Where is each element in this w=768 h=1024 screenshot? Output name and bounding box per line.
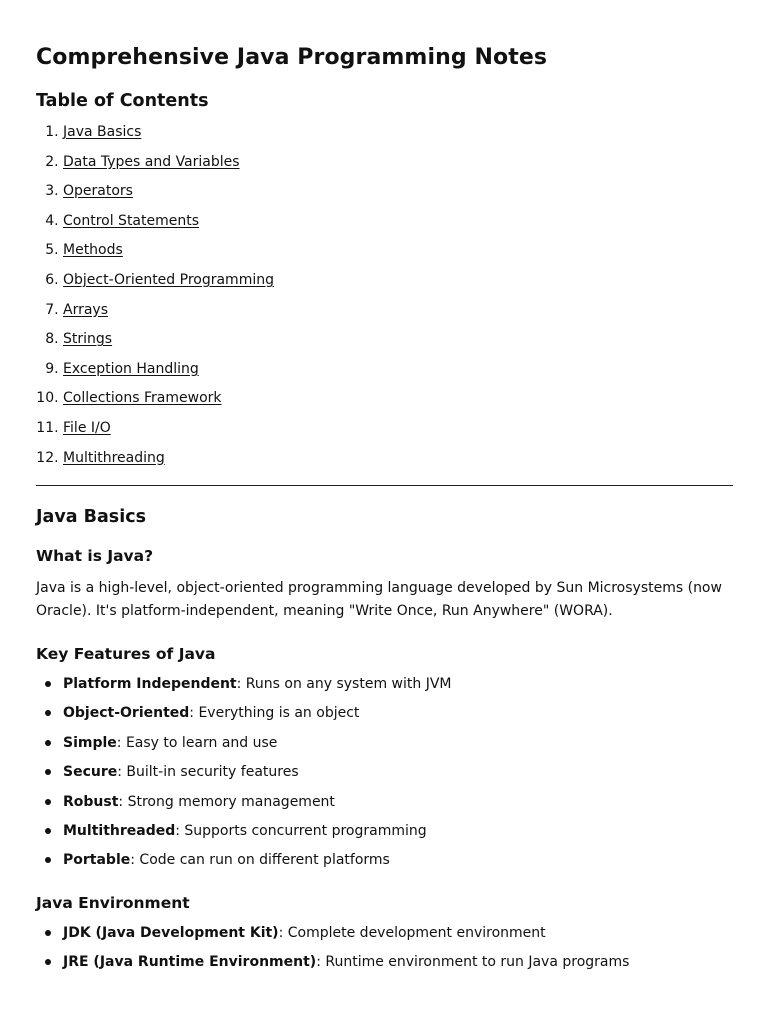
list-item bbox=[63, 763, 732, 792]
toc-link-data-types[interactable]: Data Types and Variables bbox=[63, 153, 240, 170]
section-divider bbox=[36, 485, 733, 486]
env-desc: : Runtime environment to run Java programs bbox=[316, 954, 630, 971]
env-term: JDK (Java Development Kit) bbox=[63, 924, 279, 941]
toc-link-strings[interactable]: Strings bbox=[63, 331, 113, 348]
feature-desc: : Strong memory management bbox=[118, 793, 335, 810]
bullet-icon bbox=[45, 740, 51, 746]
feature-desc: : Supports concurrent programming bbox=[175, 822, 427, 839]
list-item bbox=[63, 851, 732, 880]
section-java-basics bbox=[36, 505, 732, 983]
subsection-heading-java-environment: Java Environment bbox=[36, 893, 190, 912]
toc-link-java-basics[interactable]: Java Basics bbox=[63, 124, 142, 140]
subsection-heading-key-features: Key Features of Java bbox=[36, 645, 216, 663]
toc-link-oop[interactable]: Object-Oriented Programming bbox=[63, 271, 274, 288]
toc-item bbox=[63, 389, 732, 419]
list-item bbox=[63, 953, 732, 982]
what-is-java-text: Java is a high-level, object-oriented programming language developed by Sun Microsystems (now Oracle). It's platform-independent, meaning "Write Once, Run Anywhere" (WORA). bbox=[36, 580, 722, 619]
subsection-heading-what-is-java: What is Java? bbox=[36, 547, 154, 565]
list-item bbox=[63, 822, 732, 851]
list-item bbox=[63, 924, 732, 953]
toc-item bbox=[63, 182, 732, 212]
bullet-icon bbox=[45, 857, 51, 863]
feature-term: Object-Oriented bbox=[63, 705, 190, 722]
list-item bbox=[63, 675, 732, 704]
bullet-icon bbox=[45, 710, 51, 716]
feature-term: Multithreaded bbox=[63, 822, 176, 839]
document-page bbox=[0, 0, 768, 478]
toc-item bbox=[63, 241, 732, 271]
feature-desc: : Runs on any system with JVM bbox=[236, 676, 452, 692]
feature-desc: : Easy to learn and use bbox=[116, 734, 278, 751]
toc-item bbox=[63, 301, 732, 331]
feature-term: Robust bbox=[63, 793, 119, 810]
list-item bbox=[63, 704, 732, 733]
toc-item bbox=[63, 360, 732, 390]
feature-term: Portable bbox=[63, 852, 131, 869]
list-item bbox=[63, 793, 732, 822]
bullet-icon bbox=[45, 769, 51, 775]
toc-item bbox=[63, 271, 732, 301]
bullet-icon bbox=[45, 828, 51, 834]
toc-item bbox=[63, 123, 732, 153]
toc-link-operators[interactable]: Operators bbox=[63, 183, 133, 200]
toc-item bbox=[63, 330, 732, 360]
key-features-list bbox=[36, 675, 732, 881]
java-environment-list bbox=[36, 924, 732, 983]
feature-desc: : Everything is an object bbox=[189, 705, 360, 722]
list-item bbox=[63, 734, 732, 763]
bullet-icon bbox=[45, 930, 51, 936]
table-of-contents bbox=[36, 123, 732, 478]
env-term: JRE (Java Runtime Environment) bbox=[63, 954, 317, 971]
toc-link-control-statements[interactable]: Control Statements bbox=[63, 212, 200, 229]
toc-link-methods[interactable]: Methods bbox=[63, 242, 123, 259]
toc-item bbox=[63, 419, 732, 449]
toc-heading: Table of Contents bbox=[36, 91, 209, 111]
feature-term: Secure bbox=[63, 764, 118, 781]
feature-desc: : Built-in security features bbox=[117, 764, 299, 781]
feature-term: Simple bbox=[63, 734, 117, 751]
toc-link-exception-handling[interactable]: Exception Handling bbox=[63, 360, 199, 377]
toc-item bbox=[63, 153, 732, 183]
toc-link-file-io[interactable]: File I/O bbox=[63, 419, 111, 436]
toc-link-arrays[interactable]: Arrays bbox=[63, 301, 109, 318]
section-heading: Java Basics bbox=[36, 507, 146, 527]
bullet-icon bbox=[45, 959, 51, 965]
page-title: Comprehensive Java Programming Notes bbox=[36, 45, 548, 70]
bullet-icon bbox=[45, 681, 51, 687]
feature-desc: : Code can run on different platforms bbox=[130, 852, 390, 869]
toc-item bbox=[63, 212, 732, 242]
env-desc: : Complete development environment bbox=[278, 924, 546, 941]
feature-term: Platform Independent bbox=[63, 676, 237, 692]
toc-link-collections[interactable]: Collections Framework bbox=[63, 390, 222, 407]
toc-link-multithreading[interactable]: Multithreading bbox=[63, 449, 165, 466]
toc-item bbox=[63, 449, 732, 479]
bullet-icon bbox=[45, 799, 51, 805]
